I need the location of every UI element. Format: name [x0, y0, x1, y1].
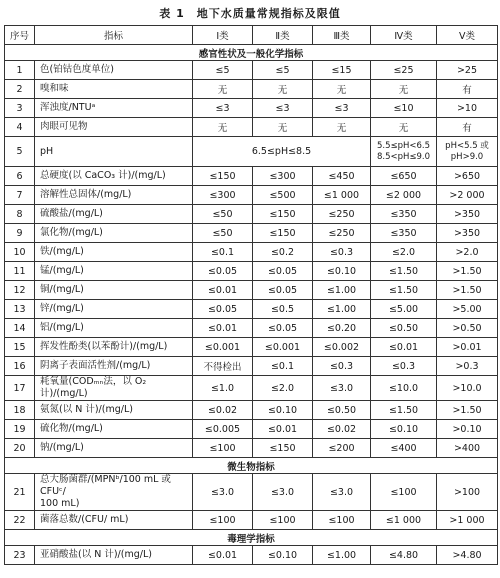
row-number: 8 — [5, 205, 35, 224]
class-4-limit: 5.5≤pH<6.5 8.5<pH≤9.0 — [371, 137, 437, 167]
indicator-name: 总大肠菌群/(MPNᵇ/100 mL 或 CFUᶜ/ 100 mL) — [35, 474, 193, 511]
class-4-limit: ≤0.50 — [371, 319, 437, 338]
class-3-limit: ≤1 000 — [313, 186, 371, 205]
row-number: 19 — [5, 420, 35, 439]
table-row — [5, 300, 498, 319]
class-5-limit: >2 000 — [437, 186, 498, 205]
class-1-limit: ≤0.05 — [193, 262, 253, 281]
class-3-limit: ≤200 — [313, 439, 371, 458]
indicator-name: 肉眼可见物 — [35, 118, 193, 137]
class-4-limit: ≤2 000 — [371, 186, 437, 205]
class-3-limit: ≤3 — [313, 99, 371, 118]
row-number: 6 — [5, 167, 35, 186]
indicator-name: 铝/(mg/L) — [35, 319, 193, 338]
class-5-limit: pH<5.5 或 pH>9.0 — [437, 137, 498, 167]
class-2-limit: ≤0.05 — [253, 262, 313, 281]
class-3-limit: ≤1.00 — [313, 546, 371, 565]
class-1-limit: ≤0.05 — [193, 300, 253, 319]
class-2-limit: ≤100 — [253, 511, 313, 530]
class-3-limit: ≤3.0 — [313, 376, 371, 401]
class-2-limit: ≤0.2 — [253, 243, 313, 262]
class-2-limit: ≤0.5 — [253, 300, 313, 319]
class-3-limit: ≤1.00 — [313, 281, 371, 300]
class-4-limit: ≤10.0 — [371, 376, 437, 401]
row-number: 13 — [5, 300, 35, 319]
class-1-limit: ≤0.1 — [193, 243, 253, 262]
row-number: 17 — [5, 376, 35, 401]
class-3-limit: ≤450 — [313, 167, 371, 186]
class-1-limit: ≤0.01 — [193, 319, 253, 338]
class-2-limit: ≤3 — [253, 99, 313, 118]
class-4-limit: 无 — [371, 80, 437, 99]
class-1-limit: ≤0.01 — [193, 281, 253, 300]
class-1-limit: ≤3.0 — [193, 474, 253, 511]
class-5-limit: >2.0 — [437, 243, 498, 262]
row-number: 4 — [5, 118, 35, 137]
indicator-name: 锰/(mg/L) — [35, 262, 193, 281]
class-3-limit: ≤0.002 — [313, 338, 371, 357]
indicator-name: 亚硝酸盐(以 N 计)/(mg/L) — [35, 546, 193, 565]
row-number: 1 — [5, 61, 35, 80]
indicator-name: 硫化物/(mg/L) — [35, 420, 193, 439]
indicator-name: 菌落总数/(CFU/ mL) — [35, 511, 193, 530]
class-5-limit: >25 — [437, 61, 498, 80]
class-1-limit: ≤100 — [193, 439, 253, 458]
class-3-limit: ≤15 — [313, 61, 371, 80]
class-2-limit: ≤0.05 — [253, 281, 313, 300]
header-class-4: Ⅳ类 — [371, 26, 437, 45]
class-4-limit: ≤25 — [371, 61, 437, 80]
table-row — [5, 319, 498, 338]
class-1-limit: ≤0.01 — [193, 546, 253, 565]
row-number: 20 — [5, 439, 35, 458]
class-5-limit: >1.50 — [437, 262, 498, 281]
class-2-limit: ≤0.05 — [253, 319, 313, 338]
class-4-limit: ≤650 — [371, 167, 437, 186]
section-row — [5, 458, 498, 474]
class-1-limit: 不得检出 — [193, 357, 253, 376]
row-number: 15 — [5, 338, 35, 357]
row-number: 22 — [5, 511, 35, 530]
row-number: 18 — [5, 401, 35, 420]
row-number: 14 — [5, 319, 35, 338]
class-4-limit: ≤350 — [371, 205, 437, 224]
indicator-name: 浑浊度/NTUᵃ — [35, 99, 193, 118]
class-4-limit: ≤4.80 — [371, 546, 437, 565]
header-class-3: Ⅲ类 — [313, 26, 371, 45]
table-row — [5, 80, 498, 99]
class-5-limit: >1 000 — [437, 511, 498, 530]
section-title: 感官性状及一般化学指标 — [5, 45, 498, 61]
class-5-limit: >350 — [437, 205, 498, 224]
class-3-limit: ≤250 — [313, 224, 371, 243]
class-4-limit: ≤5.00 — [371, 300, 437, 319]
indicator-name: 铁/(mg/L) — [35, 243, 193, 262]
class-1-limit: ≤0.001 — [193, 338, 253, 357]
indicator-name: 总硬度(以 CaCO₃ 计)/(mg/L) — [35, 167, 193, 186]
class-5-limit: >1.50 — [437, 281, 498, 300]
class-2-limit: ≤3.0 — [253, 474, 313, 511]
section-title: 毒理学指标 — [5, 530, 498, 546]
water-quality-table — [4, 25, 498, 565]
class-1-limit: 无 — [193, 80, 253, 99]
class-4-limit: ≤2.0 — [371, 243, 437, 262]
class-5-limit: 有 — [437, 118, 498, 137]
section-row — [5, 45, 498, 61]
class-3-limit: ≤100 — [313, 511, 371, 530]
section-title: 微生物指标 — [5, 458, 498, 474]
row-number: 2 — [5, 80, 35, 99]
class-2-limit: ≤5 — [253, 61, 313, 80]
class-2-limit: ≤0.01 — [253, 420, 313, 439]
indicator-name: 硫酸盐/(mg/L) — [35, 205, 193, 224]
class-4-limit: ≤0.01 — [371, 338, 437, 357]
class-3-limit: ≤0.02 — [313, 420, 371, 439]
class-1-limit: ≤300 — [193, 186, 253, 205]
row-number: 11 — [5, 262, 35, 281]
class-5-limit: >650 — [437, 167, 498, 186]
class-5-limit: >0.3 — [437, 357, 498, 376]
class-5-limit: >350 — [437, 224, 498, 243]
class-3-limit: ≤1.00 — [313, 300, 371, 319]
header-no: 序号 — [5, 26, 35, 45]
class-2-limit: 无 — [253, 80, 313, 99]
table-row — [5, 99, 498, 118]
class-2-limit: ≤150 — [253, 439, 313, 458]
class-1-limit: ≤0.005 — [193, 420, 253, 439]
class-2-limit: ≤500 — [253, 186, 313, 205]
class-5-limit: >100 — [437, 474, 498, 511]
indicator-name: 锌/(mg/L) — [35, 300, 193, 319]
class-1-limit: ≤150 — [193, 167, 253, 186]
class-3-limit: ≤250 — [313, 205, 371, 224]
class-3-limit: ≤0.3 — [313, 357, 371, 376]
class-5-limit: >0.01 — [437, 338, 498, 357]
header-class-2: Ⅱ类 — [253, 26, 313, 45]
class-5-limit: >10.0 — [437, 376, 498, 401]
class-2-limit: ≤150 — [253, 224, 313, 243]
indicator-name: 钠/(mg/L) — [35, 439, 193, 458]
class-4-limit: ≤1.50 — [371, 401, 437, 420]
row-number: 5 — [5, 137, 35, 167]
class-3-limit: ≤0.10 — [313, 262, 371, 281]
indicator-name: 阴离子表面活性剂/(mg/L) — [35, 357, 193, 376]
class-4-limit: ≤100 — [371, 474, 437, 511]
class-4-limit: ≤10 — [371, 99, 437, 118]
indicator-name: 氯化物/(mg/L) — [35, 224, 193, 243]
indicator-name: 色(铂钴色度单位) — [35, 61, 193, 80]
table-row — [5, 357, 498, 376]
indicator-name: 溶解性总固体/(mg/L) — [35, 186, 193, 205]
class-1-limit: 无 — [193, 118, 253, 137]
row-number: 21 — [5, 474, 35, 511]
class-5-limit: >1.50 — [437, 401, 498, 420]
header-indicator: 指标 — [35, 26, 193, 45]
class-4-limit: ≤0.10 — [371, 420, 437, 439]
table-row — [5, 401, 498, 420]
row-number: 3 — [5, 99, 35, 118]
table-row — [5, 511, 498, 530]
class-4-limit: ≤1 000 — [371, 511, 437, 530]
class-3-limit: ≤0.50 — [313, 401, 371, 420]
class-4-limit: ≤400 — [371, 439, 437, 458]
section-row — [5, 530, 498, 546]
row-number: 12 — [5, 281, 35, 300]
indicator-name: 耗氧量(CODₘₙ法，以 O₂ 计)/(mg/L) — [35, 376, 193, 401]
class-3-limit: 无 — [313, 118, 371, 137]
table-row — [5, 546, 498, 565]
indicator-name: pH — [35, 137, 193, 167]
indicator-name: 挥发性酚类(以苯酚计)/(mg/L) — [35, 338, 193, 357]
indicator-name: 铜/(mg/L) — [35, 281, 193, 300]
class-2-limit: ≤2.0 — [253, 376, 313, 401]
table-title: 表 1 地下水质量常规指标及限值 — [159, 7, 341, 20]
row-number: 10 — [5, 243, 35, 262]
table-row — [5, 376, 498, 401]
class-4-limit: ≤350 — [371, 224, 437, 243]
class-2-limit: ≤0.10 — [253, 546, 313, 565]
class-5-limit: 有 — [437, 80, 498, 99]
class-1-limit: ≤50 — [193, 205, 253, 224]
class-4-limit: ≤0.3 — [371, 357, 437, 376]
class-5-limit: >0.10 — [437, 420, 498, 439]
row-number: 9 — [5, 224, 35, 243]
indicator-name: 嗅和味 — [35, 80, 193, 99]
table-row — [5, 137, 498, 167]
table-row — [5, 474, 498, 511]
class-1-limit: ≤5 — [193, 61, 253, 80]
table-row — [5, 61, 498, 80]
table-row — [5, 118, 498, 137]
class-1-limit: ≤100 — [193, 511, 253, 530]
class-5-limit: >10 — [437, 99, 498, 118]
table-row — [5, 262, 498, 281]
row-number: 16 — [5, 357, 35, 376]
table-row — [5, 338, 498, 357]
table-row — [5, 167, 498, 186]
class-5-limit: >4.80 — [437, 546, 498, 565]
table-row — [5, 439, 498, 458]
merged-limit-cell: 6.5≤pH≤8.5 — [193, 137, 371, 167]
table-row — [5, 281, 498, 300]
class-5-limit: >0.50 — [437, 319, 498, 338]
class-5-limit: >5.00 — [437, 300, 498, 319]
class-3-limit: ≤0.20 — [313, 319, 371, 338]
class-5-limit: >400 — [437, 439, 498, 458]
class-2-limit: ≤300 — [253, 167, 313, 186]
table-row — [5, 243, 498, 262]
class-1-limit: ≤50 — [193, 224, 253, 243]
header-row — [5, 26, 498, 45]
class-2-limit: ≤0.10 — [253, 401, 313, 420]
class-3-limit: ≤0.3 — [313, 243, 371, 262]
class-2-limit: ≤0.001 — [253, 338, 313, 357]
class-1-limit: ≤0.02 — [193, 401, 253, 420]
class-2-limit: 无 — [253, 118, 313, 137]
class-3-limit: ≤3.0 — [313, 474, 371, 511]
class-2-limit: ≤0.1 — [253, 357, 313, 376]
class-4-limit: ≤1.50 — [371, 262, 437, 281]
class-2-limit: ≤150 — [253, 205, 313, 224]
class-4-limit: ≤1.50 — [371, 281, 437, 300]
header-class-1: Ⅰ类 — [193, 26, 253, 45]
row-number: 7 — [5, 186, 35, 205]
table-row — [5, 186, 498, 205]
row-number: 23 — [5, 546, 35, 565]
class-1-limit: ≤3 — [193, 99, 253, 118]
table-row — [5, 420, 498, 439]
table-row — [5, 224, 498, 243]
class-4-limit: 无 — [371, 118, 437, 137]
class-3-limit: 无 — [313, 80, 371, 99]
class-1-limit: ≤1.0 — [193, 376, 253, 401]
indicator-name: 氨氮(以 N 计)/(mg/L) — [35, 401, 193, 420]
header-class-5: Ⅴ类 — [437, 26, 498, 45]
table-row — [5, 205, 498, 224]
